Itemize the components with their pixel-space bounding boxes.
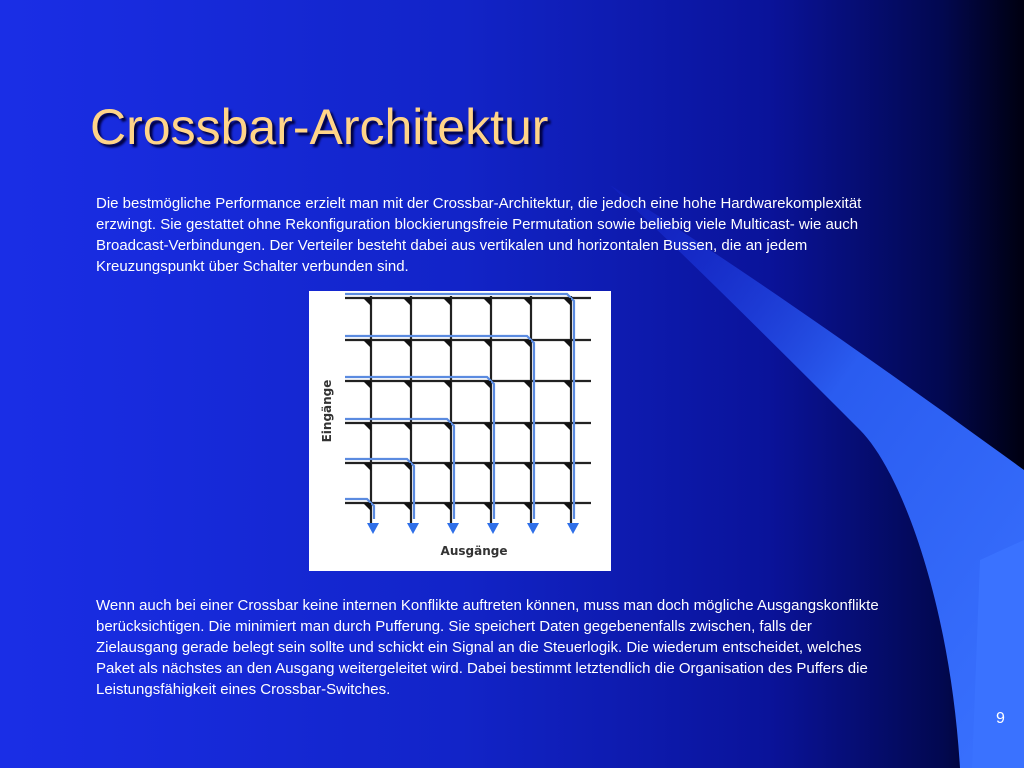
slide-title: Crossbar-Architektur [90, 99, 549, 155]
crosspoint-switch [563, 381, 571, 389]
crosspoint-switch [443, 503, 451, 511]
crosspoint-switch [483, 381, 491, 389]
route-path-1 [345, 294, 574, 519]
output-arrow-6 [567, 523, 579, 534]
crosspoint-switch [363, 381, 371, 389]
crosspoint-switch [443, 298, 451, 306]
crosspoint-switch [443, 463, 451, 471]
output-arrow-5 [527, 523, 539, 534]
crosspoint-switch [563, 423, 571, 431]
crosspoint-switch [483, 340, 491, 348]
crosspoint-switch [403, 298, 411, 306]
crossbar-diagram [309, 291, 611, 571]
crosspoint-switch [363, 340, 371, 348]
output-arrow-4 [487, 523, 499, 534]
crosspoint-switch [563, 340, 571, 348]
crosspoint-switch [523, 423, 531, 431]
crosspoint-switch [363, 463, 371, 471]
crosspoint-switch [403, 503, 411, 511]
crossbar-svg [309, 291, 611, 571]
route-path-5 [345, 459, 414, 519]
crosspoint-switch [523, 503, 531, 511]
crosspoint-switch [363, 423, 371, 431]
crosspoint-switch [563, 463, 571, 471]
crosspoint-switch [523, 463, 531, 471]
crosspoint-switch [563, 503, 571, 511]
output-arrow-3 [447, 523, 459, 534]
crosspoint-switch [403, 423, 411, 431]
crosspoint-switch [443, 423, 451, 431]
crosspoint-switch [563, 298, 571, 306]
crosspoint-switch [483, 298, 491, 306]
route-path-2 [345, 336, 534, 519]
route-path-3 [345, 377, 494, 519]
crosspoint-switch [443, 381, 451, 389]
inputs-label: Eingänge [320, 379, 334, 443]
crosspoint-switch [403, 340, 411, 348]
crosspoint-switch [483, 423, 491, 431]
outputs-label: Ausgänge [440, 544, 508, 558]
crosspoint-switch [483, 463, 491, 471]
output-arrow-2 [407, 523, 419, 534]
crosspoint-switch [403, 463, 411, 471]
intro-paragraph: Die bestmögliche Performance erzielt man mit der Crossbar-Architektur, die jedoch eine hohe Hardwarekomplexität erzwingt. Sie gestattet ohne Rekonfiguration blockierungsfreie Permutation sowie beliebig viele Multicast- wie auch Broadcast-Verbindungen. Der Verteiler besteht dabei aus vertikalen und horizontalen Bussen, die an jedem Kreuzungspunkt über Schalter verbunden sind. [96, 195, 862, 275]
crosspoint-switch [483, 503, 491, 511]
crosspoint-switch [443, 340, 451, 348]
output-arrow-1 [367, 523, 379, 534]
crosspoint-switch [523, 381, 531, 389]
crosspoint-switch [523, 340, 531, 348]
crosspoint-switch [403, 381, 411, 389]
crosspoint-switch [363, 503, 371, 511]
crosspoint-switch [363, 298, 371, 306]
page-number: 9 [996, 710, 1005, 727]
crosspoint-switch [523, 298, 531, 306]
buffering-paragraph: Wenn auch bei einer Crossbar keine internen Konflikte auftreten können, muss man doch mögliche Ausgangskonflikte berücksichtigen. Die minimiert man durch Pufferung. Sie speichert Daten gegebenenfalls zwischen, falls der Zielausgang gerade belegt sein sollte und schickt ein Signal an die Steuerlogik. Die wiederum entscheidet, welches Paket als nächstes an den Ausgang weitergeleitet wird. Dabei bestimmt letztendlich die Organisation des Puffers die Leistungsfähigkeit eines Crossbar-Switches. [96, 597, 879, 698]
